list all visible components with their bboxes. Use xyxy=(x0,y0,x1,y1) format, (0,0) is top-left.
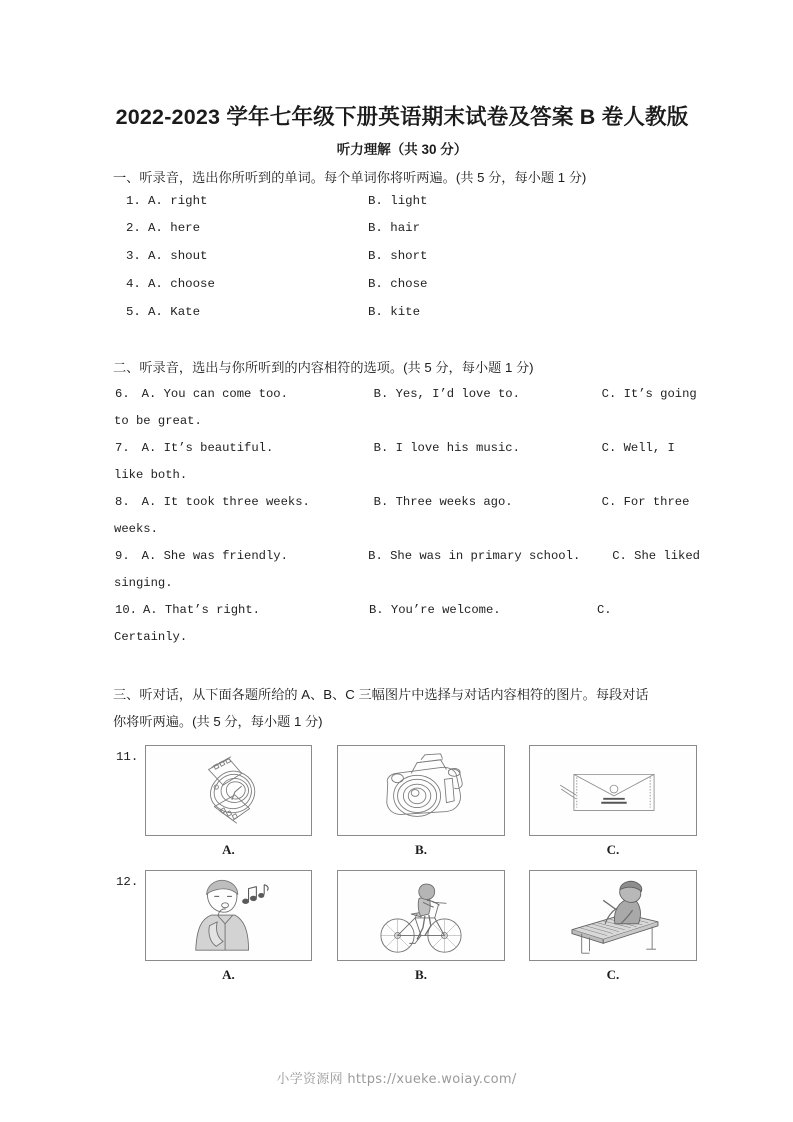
section-two-heading: 二、听录音，选出与你所听到的内容相符的选项。(共 5 分，每小题 1 分) xyxy=(113,360,534,375)
option-c-continuation: Certainly. xyxy=(114,630,188,644)
option-b[interactable]: B. short xyxy=(368,249,428,263)
section-three-heading-line1: 三、听对话，从下面各题所给的 A、B、C 三幅图片中选择与对话内容相符的图片。每段对话 xyxy=(113,687,649,702)
page-subtitle: 听力理解（共 30 分） xyxy=(336,142,468,157)
option-b[interactable]: B. Three weeks ago. xyxy=(373,495,513,509)
option-c[interactable]: C. xyxy=(596,603,612,617)
option-c[interactable]: C. Well, I xyxy=(601,441,675,455)
item-number: 2. xyxy=(126,221,141,235)
option-b[interactable]: B. She was in primary school. xyxy=(368,549,581,563)
item-number: 10. xyxy=(115,603,137,617)
question-12-option-a-image[interactable] xyxy=(145,870,312,961)
option-b[interactable]: B. I love his music. xyxy=(373,441,520,455)
section-two-item-6 xyxy=(115,381,700,435)
section-two-item-8 xyxy=(115,489,700,543)
option-b[interactable]: B. You’re welcome. xyxy=(368,603,501,617)
section-two-item-10 xyxy=(115,597,700,651)
option-c-continuation: singing. xyxy=(114,576,173,590)
item-number: 8. xyxy=(115,495,130,509)
section-two-item-9 xyxy=(115,543,700,597)
option-c-continuation: weeks. xyxy=(114,522,158,536)
question-11-caption-b: B. xyxy=(415,842,427,857)
option-a[interactable]: A. It’s beautiful. xyxy=(141,441,274,455)
question-11-option-a-image[interactable] xyxy=(145,745,312,836)
option-c-continuation: to be great. xyxy=(114,414,202,428)
item-number: 3. xyxy=(126,249,141,263)
option-a[interactable]: A. Kate xyxy=(148,305,201,319)
question-12-number: 12. xyxy=(116,875,139,889)
option-c[interactable]: C. It’s going xyxy=(601,387,697,401)
site-watermark: 小学资源网 https://xueke.woiay.com/ xyxy=(276,1072,517,1087)
option-a[interactable]: A. here xyxy=(148,221,201,235)
page-title: 2022-2023 学年七年级下册英语期末试卷及答案 B 卷人教版 xyxy=(115,105,689,129)
option-a[interactable]: A. She was friendly. xyxy=(141,549,288,563)
option-a[interactable]: A. That’s right. xyxy=(142,603,260,617)
question-11-option-b-image[interactable] xyxy=(337,745,505,836)
option-c-continuation: like both. xyxy=(114,468,188,482)
option-b[interactable]: B. kite xyxy=(368,305,421,319)
item-number: 1. xyxy=(126,194,141,208)
question-12-caption-a: A. xyxy=(222,967,235,982)
item-number: 6. xyxy=(115,387,130,401)
option-b[interactable]: B. light xyxy=(368,194,428,208)
item-number: 4. xyxy=(126,277,141,291)
question-11-number: 11. xyxy=(116,750,139,764)
question-12-caption-c: C. xyxy=(606,967,620,982)
option-b[interactable]: B. hair xyxy=(368,221,421,235)
item-number: 7. xyxy=(115,441,130,455)
question-11-caption-a: A. xyxy=(222,842,235,857)
question-11-option-c-image[interactable] xyxy=(529,745,697,836)
option-a[interactable]: A. right xyxy=(148,194,208,208)
question-12-option-c-image[interactable] xyxy=(529,870,697,961)
option-a[interactable]: A. choose xyxy=(148,277,215,291)
option-a[interactable]: A. It took three weeks. xyxy=(141,495,310,509)
item-number: 5. xyxy=(126,305,141,319)
question-11-caption-c: C. xyxy=(606,842,620,857)
item-number: 9. xyxy=(115,549,130,563)
option-a[interactable]: A. shout xyxy=(148,249,208,263)
option-c[interactable]: C. She liked xyxy=(612,549,700,563)
option-c[interactable]: C. For three xyxy=(601,495,690,509)
section-two-item-7 xyxy=(115,435,700,489)
section-one-heading: 一、听录音，选出你所听到的单词。每个单词你将听两遍。(共 5 分，每小题 1 分) xyxy=(113,170,587,185)
section-three-heading-line2: 你将听两遍。(共 5 分，每小题 1 分) xyxy=(113,714,323,729)
option-a[interactable]: A. You can come too. xyxy=(141,387,288,401)
question-12-option-b-image[interactable] xyxy=(337,870,505,961)
question-12-caption-b: B. xyxy=(415,967,427,982)
option-b[interactable]: B. chose xyxy=(368,277,428,291)
option-b[interactable]: B. Yes, I’d love to. xyxy=(373,387,520,401)
